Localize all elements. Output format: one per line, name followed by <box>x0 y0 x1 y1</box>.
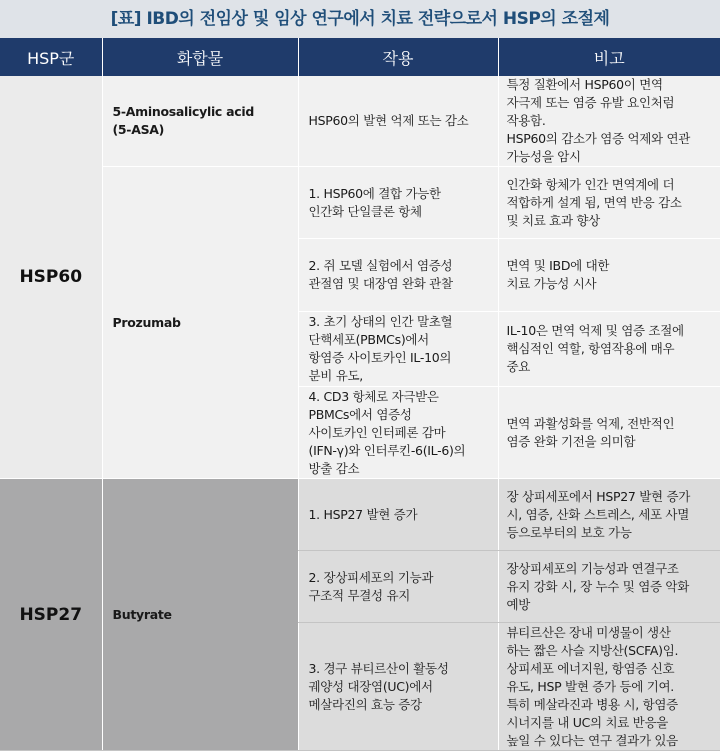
header-compound: 화합물 <box>102 38 298 76</box>
effect-cell: 2. 장상피세포의 기능과 구조적 무결성 유지 <box>298 551 498 623</box>
effect-cell: 3. 초기 상태의 인간 말초혈 단핵세포(PBMCs)에서 항염증 사이토카인 IL-10의 분비 유도, <box>298 312 498 387</box>
note-cell: 면역 및 IBD에 대한 치료 가능성 시사 <box>498 239 720 312</box>
header-note: 비고 <box>498 38 720 76</box>
header-hsp-group: HSP군 <box>0 38 102 76</box>
compound-cell-5asa: 5-Aminosalicylic acid (5-ASA) <box>102 76 298 167</box>
effect-cell: 1. HSP27 발현 증가 <box>298 479 498 551</box>
effect-cell: 1. HSP60에 결합 가능한 인간화 단일클론 항체 <box>298 167 498 239</box>
note-cell: 인간화 항체가 인간 면역계에 더 적합하게 설계 됨, 면역 반응 감소 및 치료 효과 향상 <box>498 167 720 239</box>
effect-cell: 2. 쥐 모델 실험에서 염증성 관절염 및 대장염 완화 관찰 <box>298 239 498 312</box>
header-effect: 작용 <box>298 38 498 76</box>
note-cell: 특정 질환에서 HSP60이 면역 자극제 또는 염증 유발 요인처럼 작용함. HSP60의 감소가 염증 억제와 연관 가능성을 암시 <box>498 76 720 167</box>
header-row <box>0 38 720 76</box>
note-cell: 뷰티르산은 장내 미생물이 생산 하는 짧은 사슬 지방산(SCFA)임. 상피세포 에너지원, 항염증 신호 유도, HSP 발현 증가 등에 기여. 특히 메살라진과 병용 시, 항염증 시너지를 내 UC의 치료 반응을 높일 수 있다는 연구 결과가 있음 <box>498 623 720 751</box>
table-row <box>0 479 720 551</box>
table-row <box>0 76 720 167</box>
effect-cell: 4. CD3 항체로 자극받은 PBMCs에서 염증성 사이토카인 인터페론 감마 (IFN-γ)와 인터루킨-6(IL-6)의 방출 감소 <box>298 387 498 479</box>
note-cell: 장상피세포의 기능성과 연결구조 유지 강화 시, 장 누수 및 염증 악화 예방 <box>498 551 720 623</box>
compound-cell-butyrate: Butyrate <box>102 479 298 751</box>
note-cell: 면역 과활성화를 억제, 전반적인 염증 완화 기전을 의미함 <box>498 387 720 479</box>
hsp-modulator-table <box>0 38 720 751</box>
group-cell-hsp60: HSP60 <box>0 76 102 479</box>
effect-cell: 3. 경구 뷰티르산이 활동성 궤양성 대장염(UC)에서 메살라진의 효능 증강 <box>298 623 498 751</box>
table-row <box>0 167 720 239</box>
note-cell: 장 상피세포에서 HSP27 발현 증가 시, 염증, 산화 스트레스, 세포 사멸 등으로부터의 보호 가능 <box>498 479 720 551</box>
compound-cell-prozumab: Prozumab <box>102 167 298 479</box>
effect-cell: HSP60의 발현 억제 또는 감소 <box>298 76 498 167</box>
group-cell-hsp27: HSP27 <box>0 479 102 751</box>
note-cell: IL-10은 면역 억제 및 염증 조절에 핵심적인 역할, 항염작용에 매우 중요 <box>498 312 720 387</box>
table-title: [표] IBD의 전임상 및 임상 연구에서 치료 전략으로서 HSP의 조절제 <box>0 0 720 38</box>
